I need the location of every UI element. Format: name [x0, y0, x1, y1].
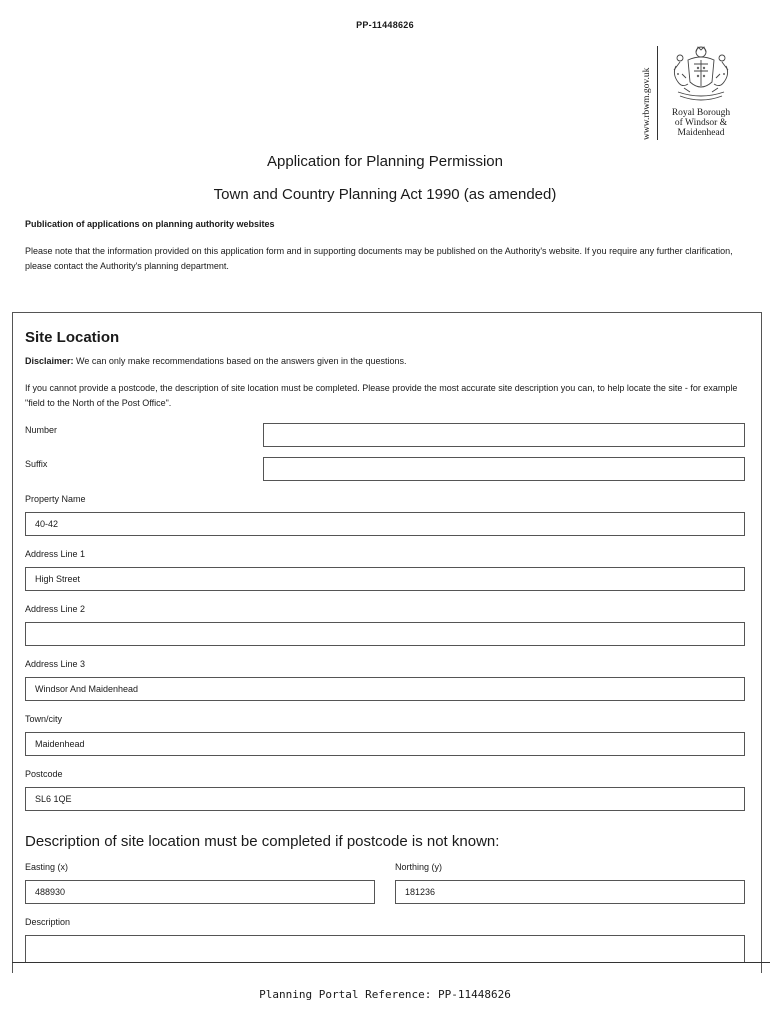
organisation-name: Royal Borough of Windsor & Maidenhead: [671, 108, 731, 138]
description-field[interactable]: [25, 935, 745, 962]
postcode-label: Postcode: [25, 769, 63, 779]
easting-field[interactable]: 488930: [25, 880, 375, 904]
page-title: Application for Planning Permission: [267, 153, 503, 170]
disclaimer-text: We can only make recommendations based on the answers given in the questions.: [73, 356, 407, 366]
number-field[interactable]: [263, 423, 745, 447]
page-subtitle: Town and Country Planning Act 1990 (as amended): [213, 186, 557, 203]
property-name-label: Property Name: [25, 494, 86, 504]
description-heading: Description of site location must be completed if postcode is not known:: [25, 833, 500, 850]
town-city-label: Town/city: [25, 714, 63, 724]
crest-icon: [668, 44, 734, 108]
suffix-field[interactable]: [263, 457, 745, 481]
property-name-field[interactable]: 40-42: [25, 512, 745, 536]
disclaimer: [25, 356, 407, 366]
publication-notice: Please note that the information provided on this application form and in supporting documents may be published on the Authority's website. If you require any further clarification, please contact the Authority's planning department.: [25, 246, 733, 271]
suffix-label: Suffix: [25, 459, 48, 469]
council-logo: [636, 44, 744, 144]
easting-label: Easting (x): [25, 862, 69, 872]
address-line-1-label: Address Line 1: [25, 549, 86, 559]
address-line-3-label: Address Line 3: [25, 659, 86, 669]
northing-label: Northing (y): [395, 862, 443, 872]
publication-heading: Publication of applications on planning authority websites: [25, 219, 275, 229]
address-line-3-field[interactable]: Windsor And Maidenhead: [25, 677, 745, 701]
site-location-info: If you cannot provide a postcode, the description of site location must be completed. Please provide the most accurate site description you can, to help locate the site - for example "field to the North of the Post Office".: [25, 383, 738, 408]
description-label: Description: [25, 917, 71, 927]
northing-field[interactable]: 181236: [395, 880, 745, 904]
page-divider: [12, 962, 770, 963]
postcode-field[interactable]: SL6 1QE: [25, 787, 745, 811]
number-label: Number: [25, 425, 58, 435]
town-city-field[interactable]: Maidenhead: [25, 732, 745, 756]
website-url: www.rbwm.gov.uk: [642, 67, 652, 140]
logo-divider: [657, 46, 658, 140]
disclaimer-label: Disclaimer:: [25, 356, 74, 366]
section-title: Site Location: [25, 329, 120, 346]
footer-reference: Planning Portal Reference: PP-11448626: [259, 988, 511, 1001]
address-line-2-label: Address Line 2: [25, 604, 86, 614]
address-line-2-field[interactable]: [25, 622, 745, 646]
address-line-1-field[interactable]: High Street: [25, 567, 745, 591]
reference-number: PP-11448626: [356, 20, 414, 30]
